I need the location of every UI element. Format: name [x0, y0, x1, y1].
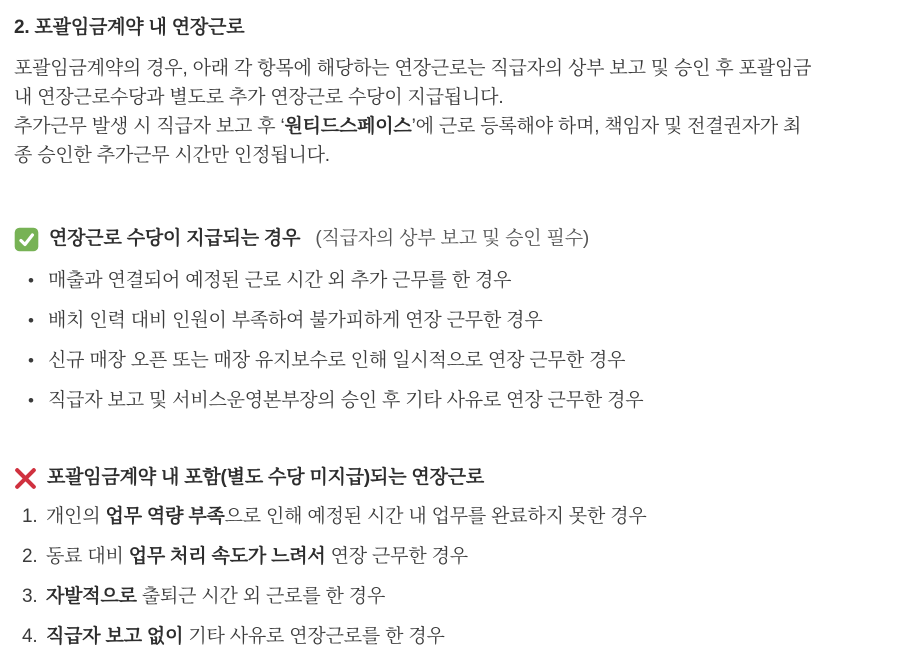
list-item: [28, 269, 876, 292]
unpaid-overtime-heading: [14, 465, 876, 491]
intro-line-4: 종 승인한 추가근무 시간만 인정됩니다.: [14, 145, 330, 166]
bullet-marker: •: [28, 271, 34, 290]
page-title: 2. 포괄임금계약 내 연장근로: [14, 17, 245, 38]
list-item-text: 배치 인력 대비 인원이 부족하여 불가피하게 연장 근무한 경우: [48, 310, 543, 331]
list-number: 3.: [22, 586, 38, 607]
list-item: [22, 625, 876, 648]
bullet-marker: •: [28, 391, 34, 410]
cross-icon: [14, 467, 37, 490]
list-item: [22, 545, 876, 568]
paid-heading-text: 연장근로 수당이 지급되는 경우: [49, 228, 301, 249]
item-pre: 동료 대비: [46, 546, 129, 567]
item-post: 으로 인해 예정된 시간 내 업무를 완료하지 못한 경우: [224, 506, 647, 527]
item-bold: 업무 역량 부족: [105, 506, 225, 527]
paid-overtime-heading: [14, 226, 876, 252]
intro-paragraph: [14, 54, 876, 170]
list-item-text: [46, 585, 385, 608]
intro-line-2: 내 연장근로수당과 별도로 추가 연장근로 수당이 지급됩니다.: [14, 87, 504, 108]
intro-line-3: [14, 112, 876, 141]
check-icon: [14, 227, 39, 252]
list-item: [22, 505, 876, 528]
list-item-text: 직급자 보고 및 서비스운영본부장의 승인 후 기타 사유로 연장 근무한 경우: [48, 390, 644, 411]
item-bold: 업무 처리 속도가 느려서: [128, 546, 326, 567]
list-item-text: [46, 545, 468, 568]
unpaid-overtime-list: [14, 505, 876, 648]
item-post: 기타 사유로 연장근로를 한 경우: [183, 626, 445, 647]
paid-overtime-list: [14, 269, 876, 412]
list-number: 4.: [22, 626, 38, 647]
wantedspace-name: 원티드스페이스: [284, 116, 412, 137]
item-bold: 직급자 보고 없이: [46, 626, 184, 647]
item-pre: 개인의: [46, 506, 106, 527]
list-item: [28, 389, 876, 412]
unpaid-heading-text: 포괄임금계약 내 포함(별도 수당 미지급)되는 연장근로: [47, 467, 485, 488]
intro-line-3-post: ’에 근로 등록해야 하며, 책임자 및 전결권자가 최: [411, 116, 802, 137]
intro-line-1: 포괄임금계약의 경우, 아래 각 항목에 해당하는 연장근로는 직급자의 상부 보고 및 승인 후 포괄임금: [14, 58, 812, 79]
intro-line-3-pre: 추가근무 발생 시 직급자 보고 후 ‘: [14, 116, 285, 137]
list-item-text: [46, 505, 647, 528]
list-item-text: 신규 매장 오픈 또는 매장 유지보수로 인해 일시적으로 연장 근무한 경우: [48, 350, 626, 371]
list-item-text: [46, 625, 445, 648]
list-item: [28, 309, 876, 332]
list-item: [28, 349, 876, 372]
list-number: 1.: [22, 506, 38, 527]
list-number: 2.: [22, 546, 38, 567]
list-item: [22, 585, 876, 608]
paid-heading-note: (직급자의 상부 보고 및 승인 필수): [310, 228, 589, 249]
item-bold: 자발적으로: [46, 586, 137, 607]
bullet-marker: •: [28, 311, 34, 330]
bullet-marker: •: [28, 351, 34, 370]
list-item-text: 매출과 연결되어 예정된 근로 시간 외 추가 근무를 한 경우: [48, 270, 512, 291]
item-post: 연장 근무한 경우: [325, 546, 468, 567]
item-post: 출퇴근 시간 외 근로를 한 경우: [136, 586, 386, 607]
